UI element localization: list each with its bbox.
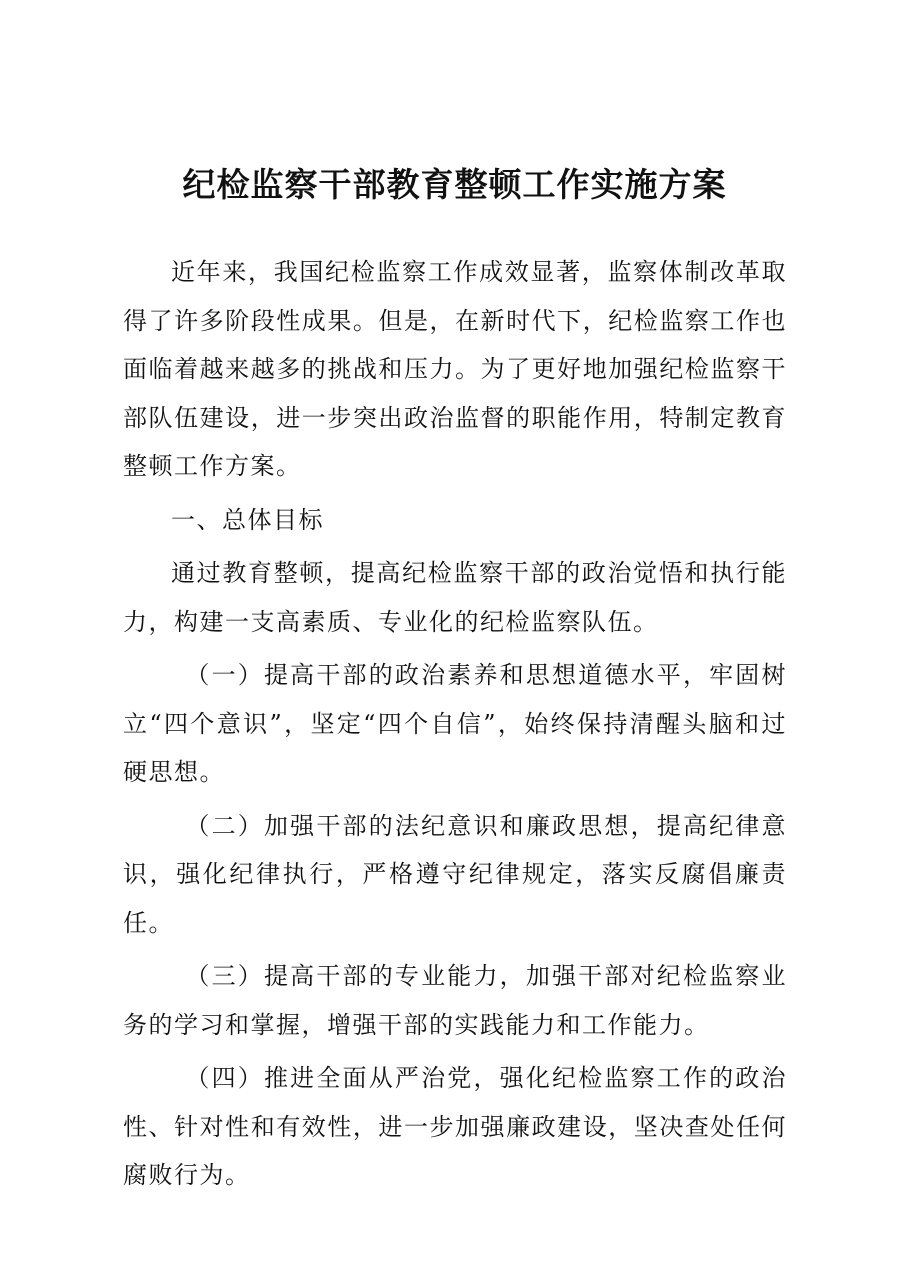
intro-paragraph: 近年来，我国纪检监察工作成效显著，监察体制改革取得了许多阶段性成果。但是，在新时代下，纪检监察工作也面临着越来越多的挑战和压力。为了更好地加强纪检监察干部队伍建设，进一步突出政治监督的职能作用，特制定教育整顿工作方案。	[123, 258, 787, 480]
section-heading-overall-goals: 一、总体目标	[171, 505, 324, 534]
document-body	[123, 248, 787, 1200]
goal-item-3: （三）提高干部的专业能力，加强干部对纪检监察业务的学习和掌握，增强干部的实践能力和工作能力。	[123, 962, 787, 1039]
overall-goal-paragraph: 通过教育整顿，提高纪检监察干部的政治觉悟和执行能力，构建一支高素质、专业化的纪检监察队伍。	[123, 559, 787, 636]
goal-item-1: （一）提高干部的政治素养和思想道德水平，牢固树立“四个意识”，坚定“四个自信”，始终保持清醒头脑和过硬思想。	[123, 661, 787, 786]
goal-item-4: （四）推进全面从严治党，强化纪检监察工作的政治性、针对性和有效性，进一步加强廉政建设，坚决查处任何腐败行为。	[123, 1064, 787, 1189]
goal-item-2: （二）加强干部的法纪意识和廉政思想，提高纪律意识，强化纪律执行，严格遵守纪律规定，落实反腐倡廉责任。	[123, 811, 787, 937]
document-title: 纪检监察干部教育整顿工作实施方案	[182, 165, 727, 204]
